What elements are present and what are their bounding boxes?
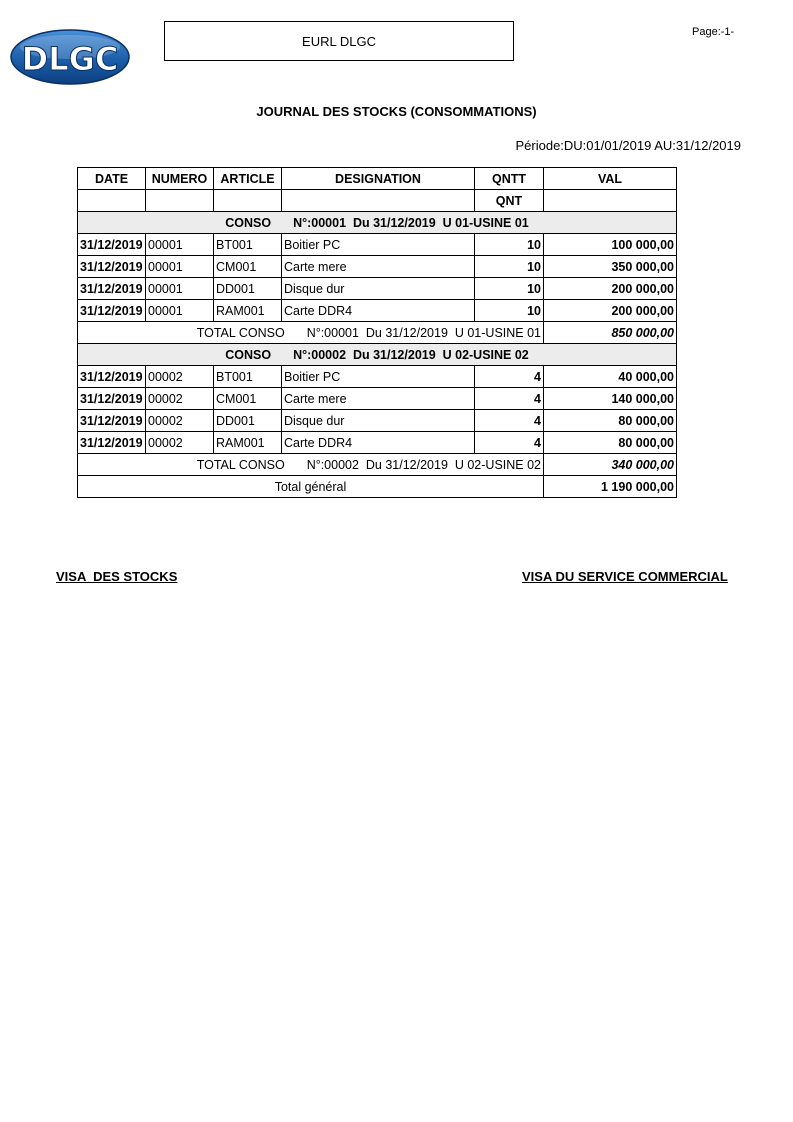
- group-total-ref: N°:00001 Du 31/12/2019 U 01-USINE 01: [306, 325, 541, 340]
- cell-article: BT001: [214, 234, 282, 256]
- group-header: [78, 212, 677, 234]
- cell-qty: 4: [475, 410, 544, 432]
- table-row: [78, 432, 677, 454]
- cell-numero: 00002: [146, 410, 214, 432]
- subheader-row: [78, 190, 677, 212]
- cell-val: 80 000,00: [544, 410, 677, 432]
- cell-designation: Disque dur: [282, 278, 475, 300]
- group-total-label: [78, 454, 544, 476]
- cell-date: 31/12/2019: [78, 234, 146, 256]
- group-header-row: [78, 344, 677, 366]
- company-name-box: [164, 21, 514, 61]
- grand-total-row: [78, 476, 677, 498]
- cell-article: CM001: [214, 256, 282, 278]
- cell-val: 350 000,00: [544, 256, 677, 278]
- col-header-designation: DESIGNATION: [282, 168, 475, 190]
- cell-numero: 00002: [146, 388, 214, 410]
- col-header-val: VAL: [544, 168, 677, 190]
- period-range: Période:DU:01/01/2019 AU:31/12/2019: [515, 138, 741, 153]
- cell-val: 80 000,00: [544, 432, 677, 454]
- cell-article: RAM001: [214, 432, 282, 454]
- cell-date: 31/12/2019: [78, 278, 146, 300]
- table-row: [78, 366, 677, 388]
- cell-article: RAM001: [214, 300, 282, 322]
- grand-total-value: 1 190 000,00: [544, 476, 677, 498]
- cell-date: 31/12/2019: [78, 432, 146, 454]
- cell-val: 200 000,00: [544, 278, 677, 300]
- group-total-label: [78, 322, 544, 344]
- group-total-ref: N°:00002 Du 31/12/2019 U 02-USINE 02: [306, 457, 541, 472]
- table-row: [78, 234, 677, 256]
- group-header: [78, 344, 677, 366]
- group-total-text: TOTAL CONSO: [196, 325, 285, 340]
- cell-numero: 00001: [146, 278, 214, 300]
- cell-article: CM001: [214, 388, 282, 410]
- page-number: Page:-1-: [692, 26, 735, 38]
- group-header-row: [78, 212, 677, 234]
- cell-numero: 00001: [146, 234, 214, 256]
- col-header-date: DATE: [78, 168, 146, 190]
- group-ref: N°:00001 Du 31/12/2019 U 01-USINE 01: [293, 215, 529, 230]
- cell-designation: Carte DDR4: [282, 432, 475, 454]
- group-type: CONSO: [225, 347, 272, 362]
- cell-val: 140 000,00: [544, 388, 677, 410]
- cell-article: DD001: [214, 410, 282, 432]
- col-header-numero: NUMERO: [146, 168, 214, 190]
- company-logo: [10, 29, 130, 85]
- group-ref: N°:00002 Du 31/12/2019 U 02-USINE 02: [293, 347, 529, 362]
- visa-stocks-label: VISA DES STOCKS: [56, 569, 178, 584]
- cell-numero: 00001: [146, 300, 214, 322]
- table-row: [78, 410, 677, 432]
- table-row: [78, 278, 677, 300]
- group-total-value: 340 000,00: [544, 454, 677, 476]
- cell-qty: 10: [475, 300, 544, 322]
- cell-date: 31/12/2019: [78, 388, 146, 410]
- cell-designation: Disque dur: [282, 410, 475, 432]
- cell-val: 200 000,00: [544, 300, 677, 322]
- cell-date: 31/12/2019: [78, 410, 146, 432]
- table-row: [78, 388, 677, 410]
- cell-qty: 10: [475, 256, 544, 278]
- col-subheader-qnt: QNT: [475, 190, 544, 212]
- cell-qty: 4: [475, 432, 544, 454]
- col-header-qntt: QNTT: [475, 168, 544, 190]
- cell-date: 31/12/2019: [78, 366, 146, 388]
- cell-numero: 00002: [146, 432, 214, 454]
- cell-qty: 10: [475, 278, 544, 300]
- table-row: [78, 300, 677, 322]
- cell-designation: Boitier PC: [282, 366, 475, 388]
- group-type: CONSO: [225, 215, 272, 230]
- cell-designation: Boitier PC: [282, 234, 475, 256]
- cell-date: 31/12/2019: [78, 300, 146, 322]
- cell-numero: 00002: [146, 366, 214, 388]
- cell-qty: 10: [475, 234, 544, 256]
- grand-total-label: Total général: [78, 476, 544, 498]
- cell-designation: Carte mere: [282, 256, 475, 278]
- cell-designation: Carte DDR4: [282, 300, 475, 322]
- cell-qty: 4: [475, 366, 544, 388]
- cell-qty: 4: [475, 388, 544, 410]
- table-row: [78, 256, 677, 278]
- cell-date: 31/12/2019: [78, 256, 146, 278]
- cell-article: DD001: [214, 278, 282, 300]
- company-name: EURL DLGC: [302, 33, 376, 49]
- cell-designation: Carte mere: [282, 388, 475, 410]
- cell-val: 40 000,00: [544, 366, 677, 388]
- group-total-row: [78, 454, 677, 476]
- logo-text: DLGC: [21, 40, 119, 78]
- col-header-article: ARTICLE: [214, 168, 282, 190]
- group-total-text: TOTAL CONSO: [196, 457, 285, 472]
- cell-numero: 00001: [146, 256, 214, 278]
- stock-journal-table: [77, 167, 677, 498]
- group-total-row: [78, 322, 677, 344]
- cell-val: 100 000,00: [544, 234, 677, 256]
- cell-article: BT001: [214, 366, 282, 388]
- visa-commercial-label: VISA DU SERVICE COMMERCIAL: [522, 569, 728, 584]
- group-total-value: 850 000,00: [544, 322, 677, 344]
- page-title: JOURNAL DES STOCKS (CONSOMMATIONS): [256, 104, 537, 119]
- header-row: [78, 168, 677, 190]
